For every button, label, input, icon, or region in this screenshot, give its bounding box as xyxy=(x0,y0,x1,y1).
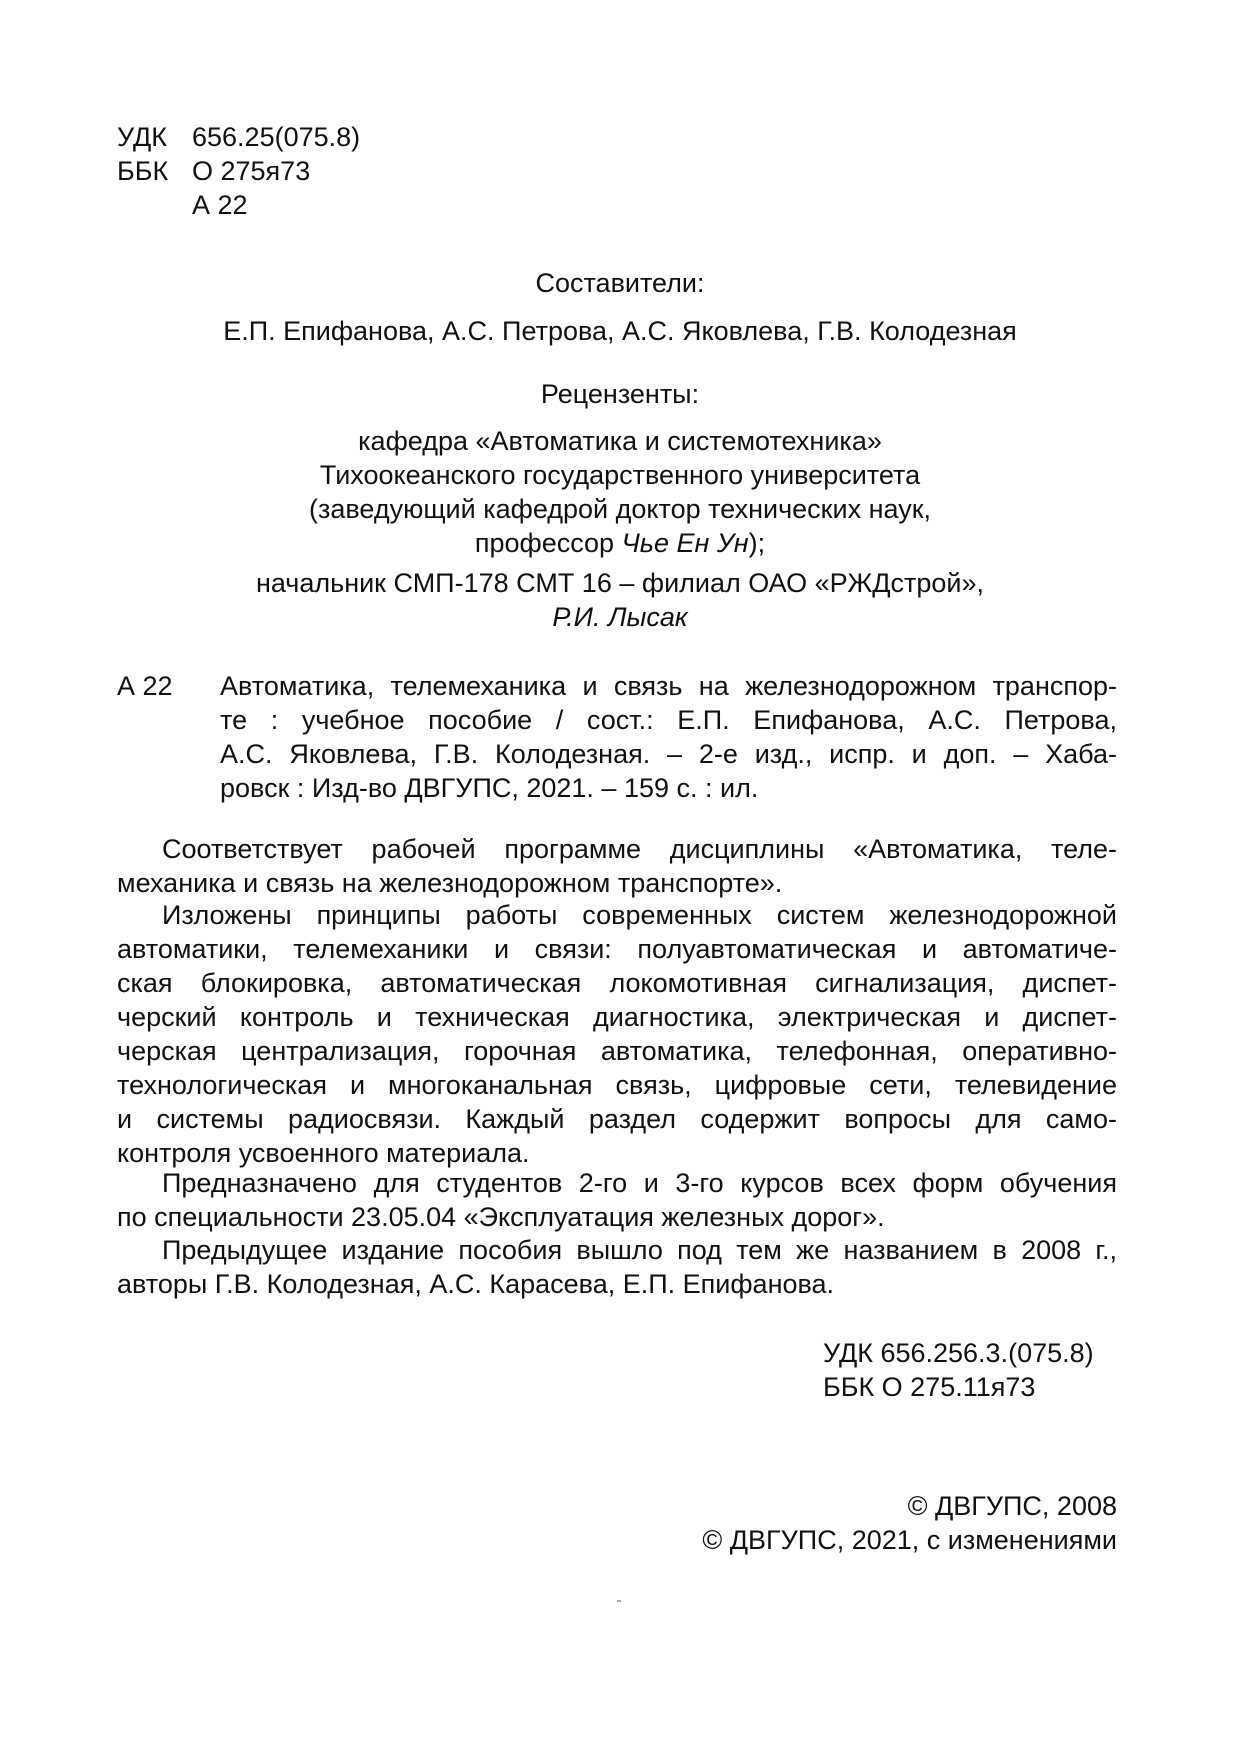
author-mark-row xyxy=(117,188,417,222)
annotation-paragraph-3 xyxy=(117,1166,1117,1234)
reviewer-1-line-4-suffix: ); xyxy=(748,528,766,558)
reviewer-1-line-3: (заведующий кафедрой доктор технических наук, xyxy=(308,494,932,524)
footer-udk: УДК 656.256.3.(075.8) xyxy=(823,1338,1094,1368)
annotation-paragraph-4 xyxy=(117,1233,1117,1301)
copyright-block xyxy=(550,1489,1117,1557)
bbk-value: О 275я73 xyxy=(192,156,311,186)
author-mark: А 22 xyxy=(192,190,248,220)
entry-mark: А 22 xyxy=(117,671,173,701)
annotation-line: технологическая и многоканальная связь, цифровые сети, телевидение xyxy=(117,1070,1117,1100)
entry-line: ровск : Изд-во ДВГУПС, 2021. – 159 с. : ил. xyxy=(220,773,759,803)
copyright-line-1: © ДВГУПС, 2008 xyxy=(907,1491,1117,1521)
compilers-heading: Составители: xyxy=(535,268,705,298)
udk-row xyxy=(117,120,417,154)
annotation-line: Предыдущее издание пособия вышло под тем же названием в 2008 г., xyxy=(162,1235,1117,1265)
udk-label: УДК xyxy=(117,122,167,152)
annotation-line: Предназначено для студентов 2-го и 3-го курсов всех форм обучения xyxy=(162,1168,1117,1198)
reviewer-1-line-1: кафедра «Автоматика и системотехника» xyxy=(358,426,882,456)
annotation-line: и системы радиосвязи. Каждый раздел содержит вопросы для само- xyxy=(117,1104,1117,1134)
reviewer-1-line-4 xyxy=(110,526,1130,560)
annotation-line: механика и связь на железнодорожном транспорте». xyxy=(117,868,783,898)
reviewer-1-line-2: Тихоокеанского государственного университета xyxy=(319,460,921,490)
annotation-line: черская централизация, горочная автоматика, телефонная, оперативно- xyxy=(117,1036,1117,1066)
annotation-line: Соответствует рабочей программе дисциплины «Автоматика, теле- xyxy=(162,834,1117,864)
footer-bbk: ББК О 275.11я73 xyxy=(823,1372,1036,1402)
footer-codes xyxy=(823,1336,1123,1404)
scan-speck xyxy=(617,1600,621,1602)
annotation-paragraph-2 xyxy=(117,898,1117,1170)
copyright-line-2: © ДВГУПС, 2021, с изменениями xyxy=(702,1525,1117,1555)
compilers-names: Е.П. Епифанова, А.С. Петрова, А.С. Яковлева, Г.В. Колодезная xyxy=(223,316,1017,346)
annotation-line: по специальности 23.05.04 «Эксплуатация железных дорог». xyxy=(117,1202,885,1232)
reviewer-2-name: Р.И. Лысак xyxy=(552,602,688,632)
annotation-line: черский контроль и техническая диагностика, электрическая и диспет- xyxy=(117,1002,1117,1032)
reviewer-second xyxy=(110,566,1130,634)
classification-codes xyxy=(117,120,417,222)
annotation-line: контроля усвоенного материала. xyxy=(117,1138,530,1168)
reviewer-1-head-name: Чье Ен Ун xyxy=(621,528,749,558)
reviewer-1-line-4-prefix: профессор xyxy=(474,528,622,558)
reviewers-heading: Рецензенты: xyxy=(540,379,700,409)
annotation-line: ская блокировка, автоматическая локомотивная сигнализация, диспет- xyxy=(117,968,1117,998)
reviewer-2-line-1: начальник СМП-178 СМТ 16 – филиал ОАО «РЖДстрой», xyxy=(255,568,985,598)
entry-line: Автоматика, телемеханика и связь на железнодорожном транспор- xyxy=(220,671,1117,701)
entry-line: А.С. Яковлева, Г.В. Колодезная. – 2-е изд., испр. и доп. – Хаба- xyxy=(220,739,1117,769)
annotation-line: Изложены принципы работы современных систем железнодорожной xyxy=(162,900,1117,930)
bbk-row xyxy=(117,154,417,188)
udk-value: 656.25(075.8) xyxy=(192,122,361,152)
entry-line: те : учебное пособие / сост.: Е.П. Епифанова, А.С. Петрова, xyxy=(220,705,1117,735)
bbk-label: ББК xyxy=(117,156,169,186)
reviewer-department xyxy=(110,424,1130,560)
annotation-line: авторы Г.В. Колодезная, А.С. Карасева, Е.П. Епифанова. xyxy=(117,1269,835,1299)
annotation-paragraph-1 xyxy=(117,832,1117,900)
annotation-line: автоматики, телемеханики и связи: полуавтоматическая и автоматиче- xyxy=(117,934,1117,964)
